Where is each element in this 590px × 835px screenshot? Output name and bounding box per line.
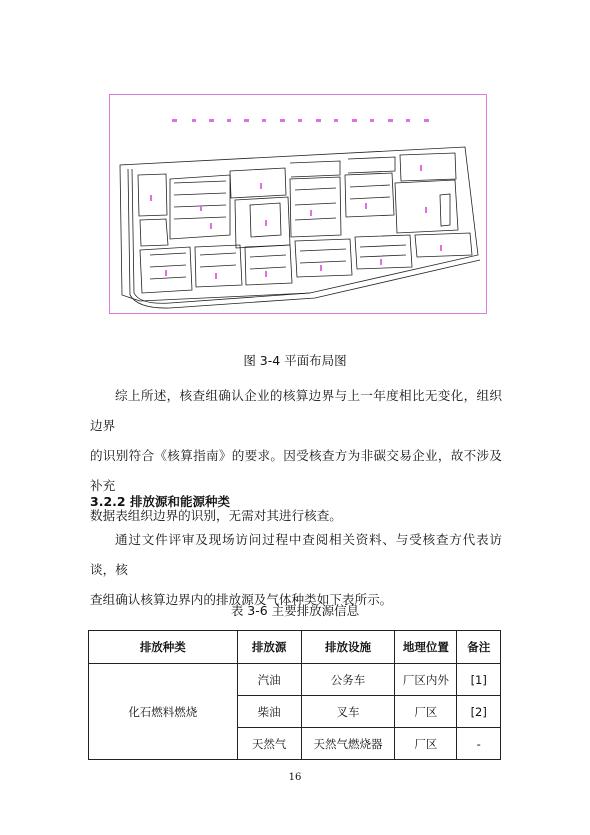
note-cell: [1]: [457, 664, 501, 696]
facility-cell: 天然气燃烧器: [301, 728, 395, 760]
paragraph-line: 通过文件评审及现场访问过程中查阅相关资料、与受核查方代表访谈，核: [90, 532, 502, 577]
paragraph-line: 查组确认核算边界内的排放源及气体种类如下表所示。: [90, 592, 393, 607]
source-cell: 柴油: [237, 696, 301, 728]
table-header-row: [89, 631, 501, 664]
floor-plan-drawing: [110, 95, 488, 315]
source-cell: 天然气: [237, 728, 301, 760]
paragraph-line: 综上所述，核查组确认企业的核算边界与上一年度相比无变化，组织边界: [90, 388, 502, 433]
page-number: 16: [288, 772, 302, 783]
group-label-cell: 化石燃料燃烧: [89, 664, 238, 760]
facility-cell: 叉车: [301, 696, 395, 728]
location-cell: 厂区: [395, 696, 457, 728]
site-outline: [120, 147, 480, 308]
section-heading: 3.2.2 排放源和能源种类: [90, 494, 230, 509]
header-cell: 备注: [457, 631, 501, 664]
header-cell: 排放设施: [301, 631, 395, 664]
facility-cell: 公务车: [301, 664, 395, 696]
emission-source-table: [88, 630, 501, 760]
location-cell: 厂区: [395, 728, 457, 760]
paragraph-line: 数据表组织边界的识别，无需对其进行核查。: [90, 508, 342, 523]
header-cell: 排放种类: [89, 631, 238, 664]
paragraph-line: 的识别符合《核算指南》的要求。因受核查方为非碳交易企业，故不涉及补充: [90, 448, 502, 493]
header-cell: 排放源: [237, 631, 301, 664]
note-cell: -: [457, 728, 501, 760]
table-caption: 表 3-6 主要排放源信息: [230, 603, 360, 618]
floor-plan-figure: [109, 94, 487, 314]
note-cell: [2]: [457, 696, 501, 728]
source-cell: 汽油: [237, 664, 301, 696]
title-marks: [172, 119, 429, 122]
location-cell: 厂区内外: [395, 664, 457, 696]
figure-caption: 图 3-4 平面布局图: [243, 353, 347, 368]
table-row: [89, 664, 501, 696]
header-cell: 地理位置: [395, 631, 457, 664]
